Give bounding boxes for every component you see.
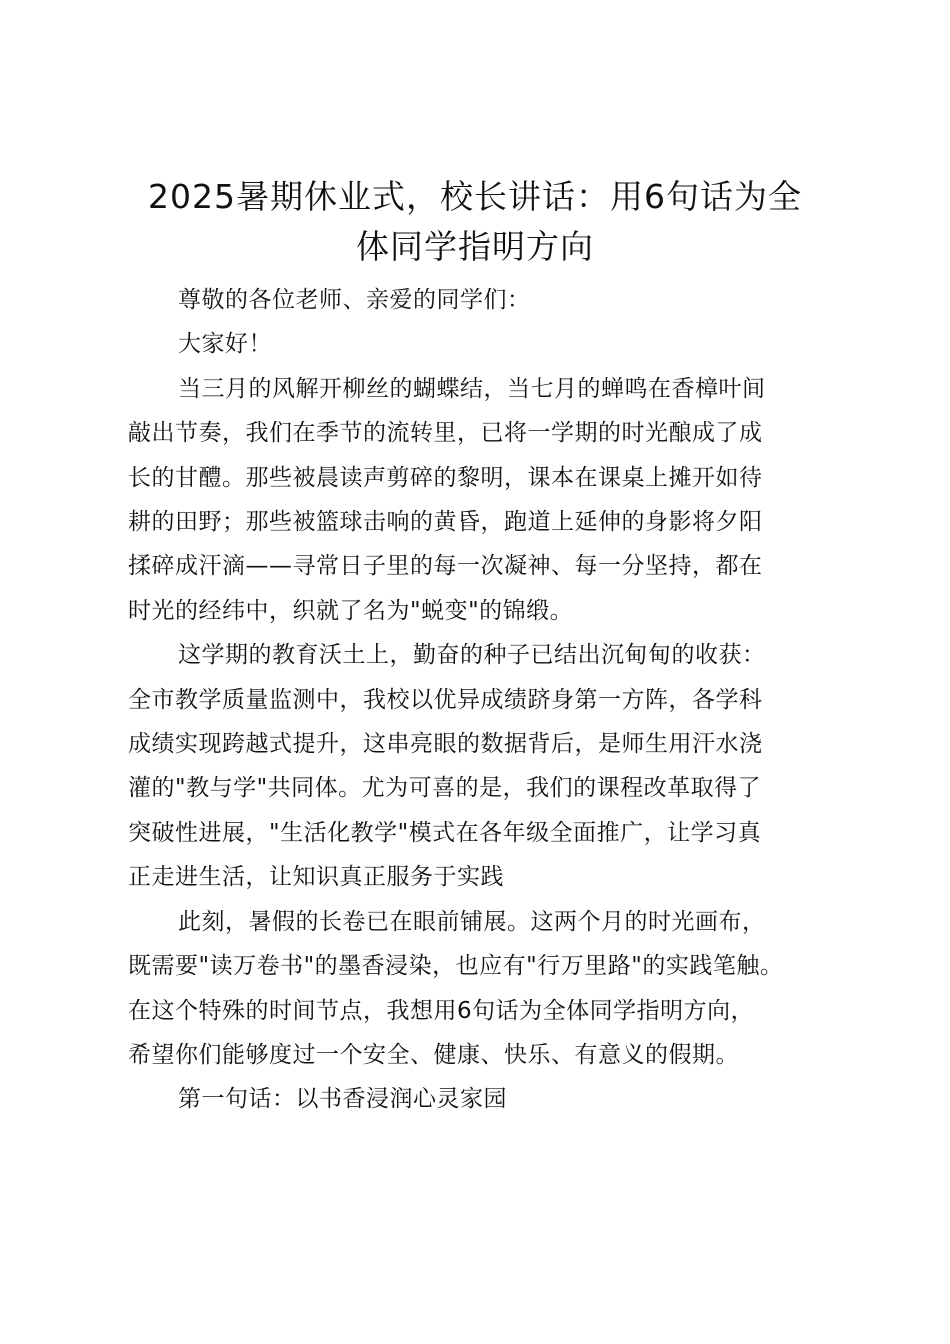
paragraph-3 [128, 900, 848, 1078]
paragraph-2 [128, 633, 848, 899]
paragraph-1 [128, 367, 848, 633]
section-1-heading: 第一句话：以书香浸润心灵家园 [178, 1086, 507, 1113]
paragraph-3-line: 此刻，暑假的长卷已在眼前铺展。这两个月的时光画布， [178, 908, 766, 935]
paragraph-1-line: 揉碎成汗滴——寻常日子里的每一次凝神、每一分坚持，都在 [128, 553, 763, 580]
paragraph-2-line: 突破性进展，"生活化教学"模式在各年级全面推广，让学习真 [128, 819, 762, 846]
paragraph-1-line: 耕的田野；那些被篮球击响的黄昏，跑道上延伸的身影将夕阳 [128, 509, 763, 536]
paragraph-1-line: 长的甘醴。那些被晨读声剪碎的黎明，课本在课桌上摊开如待 [128, 464, 763, 491]
paragraph-2-line: 正走进生活，让知识真正服务于实践 [128, 864, 504, 891]
paragraph-1-line: 敲出节奏，我们在季节的流转里，已将一学期的时光酿成了成 [128, 420, 763, 447]
paragraph-1-line: 时光的经纬中，织就了名为"蜕变"的锦缎。 [128, 597, 574, 624]
paragraph-2-line: 这学期的教育沃土上，勤奋的种子已结出沉甸甸的收获： [178, 642, 766, 669]
paragraph-2-line: 灌的"教与学"共同体。尤为可喜的是，我们的课程改革取得了 [128, 775, 762, 802]
salutation: 尊敬的各位老师、亲爱的同学们： [178, 287, 531, 313]
document-body [128, 278, 848, 1122]
paragraph-3-line: 既需要"读万卷书"的墨香浸染，也应有"行万里路"的实践笔触。 [128, 953, 784, 980]
paragraph-2-line: 成绩实现跨越式提升，这串亮眼的数据背后，是师生用汗水浇 [128, 731, 763, 758]
greeting: 大家好！ [178, 331, 272, 358]
title-line-1: 2025暑期休业式，校长讲话：用6句话为全 [148, 177, 802, 216]
paragraph-2-line: 全市教学质量监测中，我校以优异成绩跻身第一方阵，各学科 [128, 686, 763, 713]
paragraph-3-line: 在这个特殊的时间节点，我想用6句话为全体同学指明方向， [128, 997, 755, 1024]
title-line-2: 体同学指明方向 [356, 227, 594, 266]
paragraph-1-line: 当三月的风解开柳丝的蝴蝶结，当七月的蝉鸣在香樟叶间 [178, 375, 766, 402]
document-title [110, 172, 840, 272]
paragraph-3-line: 希望你们能够度过一个安全、健康、快乐、有意义的假期。 [128, 1041, 739, 1068]
